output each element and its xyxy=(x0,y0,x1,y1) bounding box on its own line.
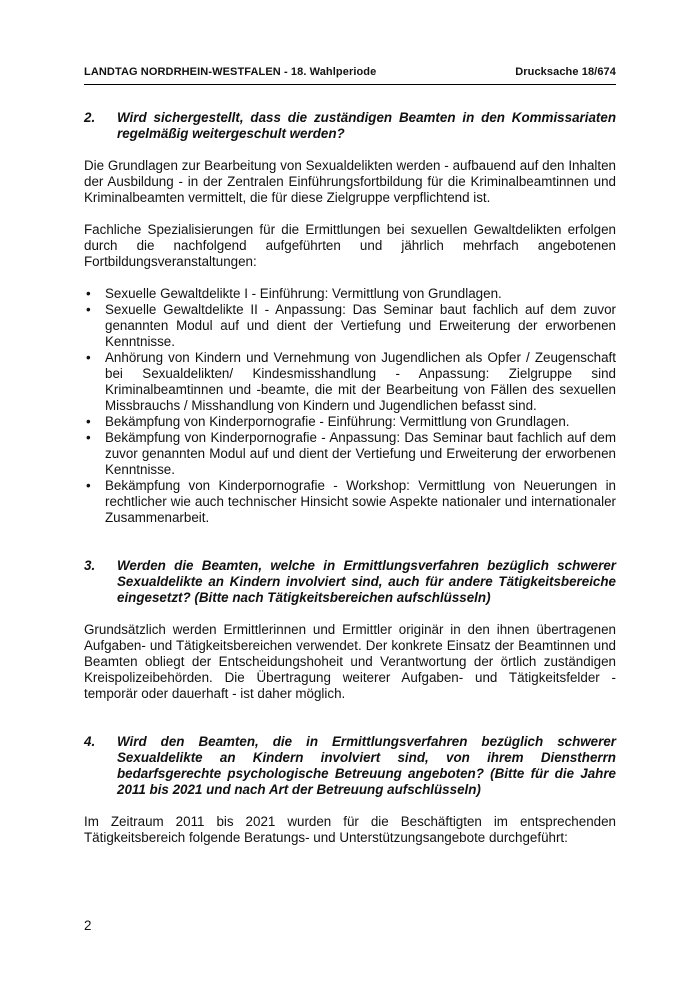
question-number: 3. xyxy=(84,558,96,573)
answer-paragraph: Die Grundlagen zur Bearbeitung von Sexualdelikten werden - aufbauend auf den Inhalten der Ausbildung - in der Zentralen Einführungsfortbildung für die Kriminalbeamtinnen und Kriminalbeamten vermittelt, die für diese Zielgruppe verpflichtend ist. xyxy=(84,158,616,205)
list-item: • Anhörung von Kindern und Vernehmung von Jugendlichen als Opfer / Zeugenschaft bei Sexualdelikten/ Kindesmisshandlung - Anpassung: Zielgruppe sind Kriminalbeamtinnen und -beamte, die mit der Bearbeitung von Fällen des sexuellen Missbrauchs / Misshandlung von Kindern und Jugendlichen befasst sind. xyxy=(84,350,616,414)
list-item: • Bekämpfung von Kinderpornografie - Anpassung: Das Seminar baut fachlich auf dem zuvor genannten Modul auf und dient der Vertiefung und Erweiterung der erworbenen Kenntnisse. xyxy=(84,430,616,478)
list-item: • Sexuelle Gewaltdelikte II - Anpassung: Das Seminar baut fachlich auf dem zuvor genannten Modul auf und dient der Vertiefung und Erweiterung der erworbenen Kenntnisse. xyxy=(84,302,616,350)
question-text: Werden die Beamten, welche in Ermittlungsverfahren bezüglich schwerer Sexualdelikte an Kindern involviert sind, auch für andere Tätigkeitsbereiche eingesetzt? (Bitte nach Tätigkeitsbereichen aufschlüsseln) xyxy=(117,558,616,605)
answer-paragraph: Fachliche Spezialisierungen für die Ermittlungen bei sexuellen Gewaltdelikten erfolgen durch die nachfolgend aufgeführten und jährlich mehrfach angebotenen Fortbildungsveranstaltungen: xyxy=(84,222,616,269)
header-document-number: Drucksache 18/674 xyxy=(515,66,616,78)
page-number: 2 xyxy=(84,918,92,933)
training-list xyxy=(84,286,616,526)
page-header xyxy=(84,66,616,78)
header-divider xyxy=(84,84,616,85)
answer-paragraph: Im Zeitraum 2011 bis 2021 wurden für die Beschäftigten im entsprechenden Tätigkeitsbereich folgende Beratungs- und Unterstützungsangebote durchgeführt: xyxy=(84,814,616,845)
document-body xyxy=(84,110,616,846)
list-item: • Bekämpfung von Kinderpornografie - Workshop: Vermittlung von Neuerungen in rechtlicher wie auch technischer Hinsicht sowie Aspekte nationaler und internationaler Zusammenarbeit. xyxy=(84,478,616,526)
question-3 xyxy=(84,558,616,606)
question-text: Wird den Beamten, die in Ermittlungsverfahren bezüglich schwerer Sexualdelikte an Kindern involviert sind, von ihrem Dienstherrn bedarfsgerechte psychologische Betreuung angeboten? (Bitte für die Jahre 2011 bis 2021 und nach Art der Betreuung aufschlüsseln) xyxy=(117,734,616,797)
question-text: Wird sichergestellt, dass die zuständigen Beamten in den Kommissariaten regelmäßig weitergeschult werden? xyxy=(117,110,616,141)
header-title: LANDTAG NORDRHEIN-WESTFALEN - 18. Wahlperiode xyxy=(84,66,377,78)
list-item: • Bekämpfung von Kinderpornografie - Einführung: Vermittlung von Grundlagen. xyxy=(84,414,616,430)
question-4 xyxy=(84,734,616,798)
question-number: 4. xyxy=(84,734,96,749)
question-2 xyxy=(84,110,616,142)
question-number: 2. xyxy=(84,110,96,125)
list-item: • Sexuelle Gewaltdelikte I - Einführung: Vermittlung von Grundlagen. xyxy=(84,286,616,302)
answer-paragraph: Grundsätzlich werden Ermittlerinnen und Ermittler originär in den ihnen übertragenen Aufgaben- und Tätigkeitsbereichen verwendet. Der konkrete Einsatz der Beamtinnen und Beamten obliegt der Entscheidungshoheit und Verantwortung der örtlich zuständigen Kreispolizeibehörden. Die Übertragung weiterer Aufgaben- und Tätigkeitsfelder - temporär oder dauerhaft - ist daher möglich. xyxy=(84,622,616,701)
